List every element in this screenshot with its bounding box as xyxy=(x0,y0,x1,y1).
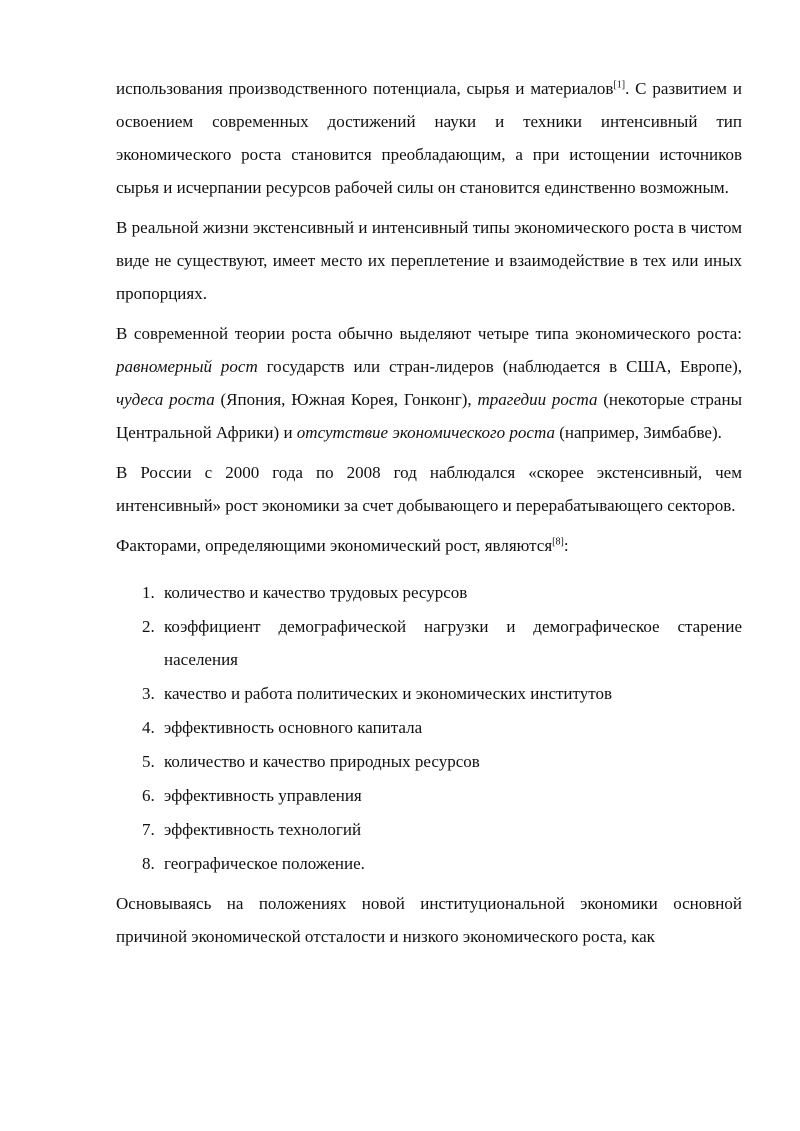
term-growth-miracles: чудеса роста xyxy=(116,390,215,409)
growth-factors-list xyxy=(116,576,742,880)
list-item-number: 7. xyxy=(142,820,155,839)
paragraph-2: В реальной жизни экстенсивный и интенсивный типы экономического роста в чистом виде не существуют, имеет место их переплетение и взаимодействие в тех или иных пропорциях. xyxy=(116,218,742,303)
paragraph-5-text: Факторами, определяющими экономический рост, являются xyxy=(116,536,553,555)
footnote-ref-8[interactable]: [8] xyxy=(552,536,564,548)
paragraph-1-tail: . С развитием и освоением современных достижений науки и техники интенсивный тип экономического роста становится преобладающим, а при истощении источников сырья и исчерпании ресурсов рабочей силы он становится единственно возможным. xyxy=(116,79,742,197)
list-item xyxy=(142,677,742,710)
paragraph-5-tail: : xyxy=(563,536,569,555)
term-growth-tragedies: трагедии роста xyxy=(477,390,598,409)
list-item-number: 4. xyxy=(142,718,155,737)
paragraph-1 xyxy=(116,72,742,204)
list-item-number: 3. xyxy=(142,684,155,703)
list-item-number: 6. xyxy=(142,786,155,805)
paragraph-1-text: использования производственного потенциала, сырья и материалов xyxy=(116,79,614,98)
list-item-text: качество и работа политических и экономических институтов xyxy=(164,684,612,703)
list-item xyxy=(142,711,742,744)
list-item-text: географическое положение. xyxy=(164,854,365,873)
list-item-text: эффективность технологий xyxy=(164,820,362,839)
list-item xyxy=(142,576,742,609)
paragraph-4: В России с 2000 года по 2008 год наблюдался «скорее экстенсивный, чем интенсивный» рост экономики за счет добывающего и перерабатывающего секторов. xyxy=(116,463,742,515)
list-item xyxy=(142,745,742,778)
document-page xyxy=(116,72,742,960)
paragraph-5 xyxy=(116,529,742,562)
list-item xyxy=(142,610,742,676)
list-item-number: 8. xyxy=(142,854,155,873)
list-item xyxy=(142,813,742,846)
paragraph-3-part-4: (некоторые страны Центральной Африки) и xyxy=(116,390,742,442)
list-item-number: 5. xyxy=(142,752,155,771)
list-item-text: количество и качество природных ресурсов xyxy=(164,752,480,771)
list-item-text: эффективность основного капитала xyxy=(164,718,423,737)
list-item xyxy=(142,779,742,812)
paragraph-3-part-2: государств или стран-лидеров (наблюдается в США, Европе), xyxy=(257,357,742,376)
list-item-text: количество и качество трудовых ресурсов xyxy=(164,583,468,602)
list-item-number: 1. xyxy=(142,583,155,602)
paragraph-3-part-5: (например, Зимбабве). xyxy=(554,423,722,442)
list-item-text: эффективность управления xyxy=(164,786,362,805)
list-item-text: коэффициент демографической нагрузки и демографическое старение населения xyxy=(164,617,742,669)
paragraph-3 xyxy=(116,317,742,449)
paragraph-3-part-3: (Япония, Южная Корея, Гонконг), xyxy=(214,390,478,409)
footnote-ref-1[interactable]: [1] xyxy=(613,79,626,91)
list-item xyxy=(142,847,742,880)
term-uniform-growth: равномерный рост xyxy=(116,357,258,376)
term-no-growth: отсутствие экономического роста xyxy=(296,423,555,442)
paragraph-3-part-1: В современной теории роста обычно выделяют четыре типа экономического роста: xyxy=(116,324,742,343)
paragraph-6: Основываясь на положениях новой институциональной экономики основной причиной экономической отсталости и низкого экономического роста, как xyxy=(116,894,742,946)
list-item-number: 2. xyxy=(142,617,155,636)
